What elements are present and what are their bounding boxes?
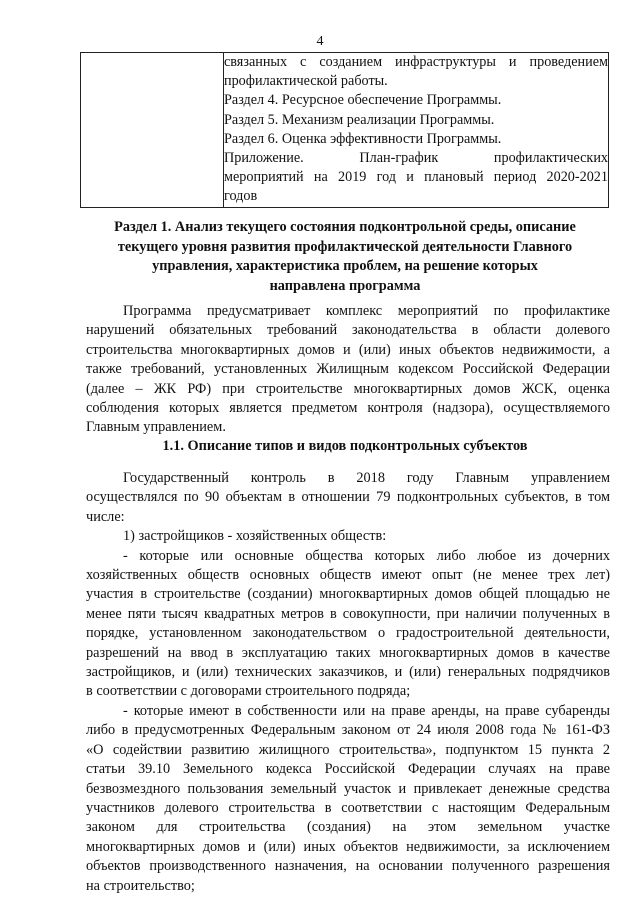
paragraph-line: Главным управлением. [86,419,226,436]
body-line: многоквартирных домов и (или) иных объектов недвижимости, за исключением [86,838,610,855]
toc-line: годов [224,188,258,205]
toc-line: мероприятий на 2019 год и плановый период 2020-2021 [224,169,608,186]
toc-line: Раздел 6. Оценка эффективности Программы. [224,130,502,147]
paragraph-line: также требований, установленных Жилищным кодексом Российской Федерации [86,361,610,378]
body-line: застройщиков, и (или) технических заказчиков, и (или) генеральных подрядчиков [86,664,610,681]
body-line: 1) застройщиков - хозяйственных обществ: [123,528,387,545]
section-heading-line: управления, характеристика проблем, на решение которых [152,258,538,274]
body-line: объектов производственного назначения, на основании полученного разрешения [86,858,610,875]
body-line: хозяйственных обществ основных обществ имеют опыт (не менее трех лет) [86,567,610,584]
table-empty-cell [81,53,224,208]
subsection-heading: 1.1. Описание типов и видов подконтрольных субъектов [162,438,528,454]
body-text [86,469,610,896]
paragraph-line: Программа предусматривает комплекс мероприятий по профилактике [123,303,610,319]
body-line: участия в строительстве (создании) многоквартирных домов общей площадью не [86,586,610,603]
body-line: разрешений на ввод в эксплуатацию таких многоквартирных домов в качестве [86,644,610,661]
body-line: статьи 39.10 Земельного кодекса Российской Федерации случаях на праве [86,761,610,778]
body-line: безвозмездного пользования земельный участок и привлекает денежные средства [86,780,610,797]
body-line: Государственный контроль в 2018 году Главным управлением [123,470,610,486]
toc-line: Раздел 4. Ресурсное обеспечение Программы. [224,92,502,109]
contents-table-continuation [80,52,609,208]
body-line: в соответствии с договорами строительного подряда; [86,683,411,700]
page-number: 4 [316,34,324,49]
toc-line: Раздел 5. Механизм реализации Программы. [224,111,495,128]
section-heading-line: направлена программа [269,277,421,294]
body-line: либо в предусмотренных Федеральным законом от 24 июля 2008 года № 161-ФЗ [86,722,610,739]
table-contents-cell [224,53,609,208]
body-line: - которые или основные общества которых либо любое из дочерних [123,547,610,564]
section-heading-line: текущего уровня развития профилактической деятельности Главного [117,238,573,255]
body-line: числе: [86,508,125,525]
intro-paragraph [86,302,610,438]
body-line: менее пяти тысяч квадратных метров в совокупности, при наличии полученных в [86,605,610,622]
body-line: «О содействии развитию жилищного строительства», подпунктом 15 пункта 2 [86,741,610,758]
paragraph-line: строительства многоквартирных домов и (или) иных объектов недвижимости, а [86,341,610,358]
section-heading-line: Раздел 1. Анализ текущего состояния подконтрольной среды, описание [114,219,576,235]
paragraph-line: соблюдения которых является предметом контроля (надзора), осуществляемого [86,400,610,417]
body-line: законом для строительства (создания) на этом земельном участке [86,819,610,836]
paragraph-line: (далее – ЖК РФ) при строительстве многоквартирных домов ЖСК, оценка [86,380,610,397]
paragraph-line: нарушений обязательных требований законодательства в области долевого [86,322,610,339]
section-heading [80,218,610,296]
body-line: на строительство; [86,877,195,894]
toc-line: Приложение. План-график профилактических [224,150,608,167]
toc-line: профилактической работы. [224,73,388,90]
body-line: осуществлялся по 90 объектам в отношении 79 подконтрольных субъектов, в том [86,489,610,506]
body-line: порядке, установленном законодательством о градостроительной деятельности, [86,625,610,642]
body-line: - которые имеют в собственности или на праве аренды, на праве субаренды [123,702,610,719]
toc-line: связанных с созданием инфраструктуры и проведением [224,54,608,70]
body-line: участников долевого строительства в соответствии с настоящим Федеральным [86,799,610,816]
